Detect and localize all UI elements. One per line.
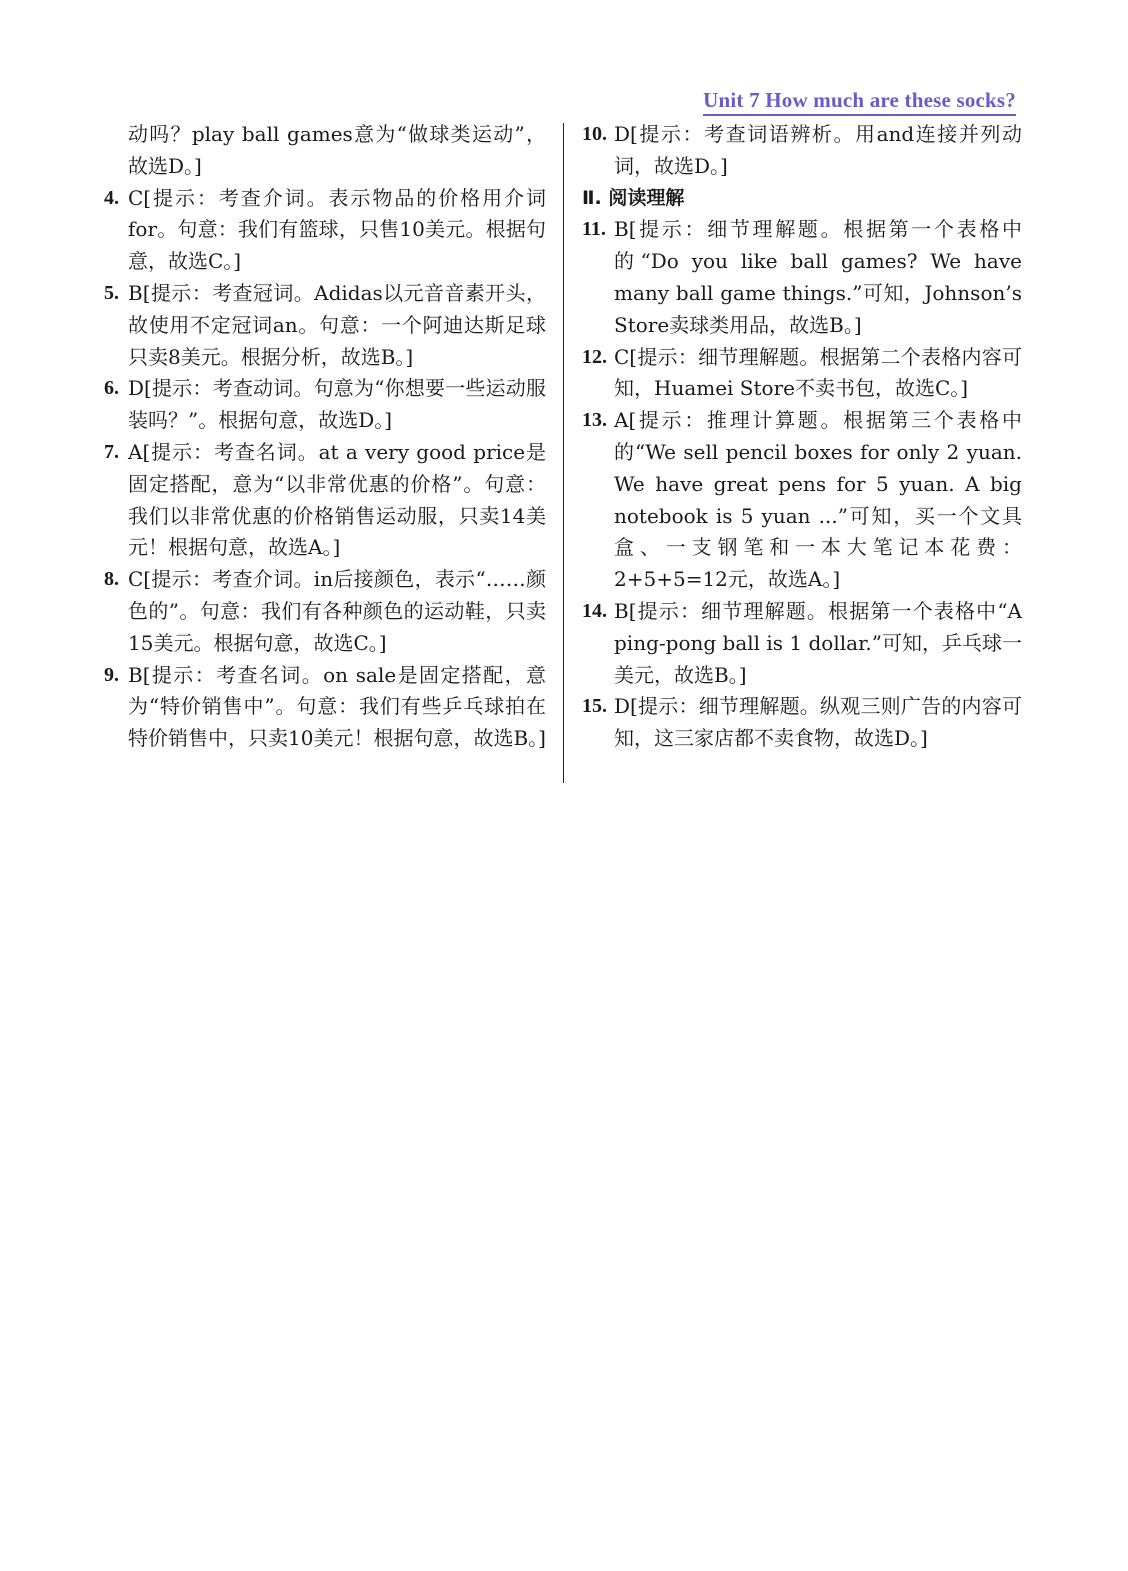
answer-item-6 <box>104 373 546 437</box>
answer-item-5 <box>104 278 546 373</box>
answer-text: A[提示：考查名词。at a very good price是固定搭配，意为“以非常优惠的价格”。句意：我们以非常优惠的价格销售运动服，只卖14美元！根据句意，故选A。] <box>128 439 546 560</box>
answer-text: C[提示：细节理解题。根据第二个表格内容可知，Huamei Store不卖书包，故选C。] <box>614 344 1022 401</box>
answer-number: 11. <box>582 218 606 241</box>
answer-text: B[提示：考查名词。on sale是固定搭配，意为“特价销售中”。句意：我们有些乒乓球拍在特价销售中，只卖10美元！根据句意，故选B。] <box>128 662 546 751</box>
answer-text: B[提示：细节理解题。根据第一个表格中的“Do you like ball games? We have many ball game things.”可知，Johnson’s Store卖球类用品，故选B。] <box>614 217 1022 337</box>
answer-text: D[提示：考查词语辨析。用and连接并列动词，故选D。] <box>614 122 1022 178</box>
answer-item-7 <box>104 437 546 564</box>
section-heading-reading: Ⅱ. 阅读理解 <box>582 186 685 209</box>
answer-number: 13. <box>582 409 607 432</box>
answer-text: B[提示：考查冠词。Adidas以元音音素开头，故使用不定冠词an。句意：一个阿迪达斯足球只卖8美元。根据分析，故选B。] <box>128 280 546 369</box>
answer-number: 15. <box>582 695 607 718</box>
answer-number: 14. <box>582 599 607 622</box>
answer-item-15 <box>582 691 1022 755</box>
answer-number: 6. <box>104 377 119 400</box>
right-column <box>582 119 1022 755</box>
answer-text: A[提示：推理计算题。根据第三个表格中的“We sell pencil boxes for only 2 yuan. We have great pens for 5 yuan. A big notebook is 5 yuan ...”可知，买一个文具盒、一支钢笔和一本大笔记本花费：2+5+5=12元，故选A。] <box>614 408 1022 592</box>
answer-item-9 <box>104 660 546 755</box>
answer-text: C[提示：考查介词。in后接颜色，表示“……颜色的”。句意：我们有各种颜色的运动鞋，只卖15美元。根据句意，故选C。] <box>128 567 546 655</box>
answer-text: D[提示：细节理解题。纵观三则广告的内容可知，这三家店都不卖食物，故选D。] <box>614 694 1022 751</box>
answer-number: 10. <box>582 123 607 145</box>
answer-number: 12. <box>582 345 607 368</box>
answer-number: 8. <box>104 568 119 591</box>
answer-item-8 <box>104 564 546 659</box>
answer-text: B[提示：细节理解题。根据第一个表格中“A ping-pong ball is 1 dollar.”可知，乒乓球一美元，故选B。] <box>614 598 1023 687</box>
answer-item-12 <box>582 342 1022 406</box>
answer-item-10 <box>582 119 1022 183</box>
answer-number: 9. <box>104 663 119 686</box>
answer-number: 7. <box>104 440 119 463</box>
answer-item-13 <box>582 405 1022 596</box>
answer-text: D[提示：考查动词。句意为“你想要一些运动服装吗？”。根据句意，故选D。] <box>128 376 546 433</box>
answer-text: C[提示：考查介词。表示物品的价格用介词for。句意：我们有篮球，只售10美元。根据句意，故选C。] <box>128 185 546 274</box>
answer-number: 5. <box>104 281 119 304</box>
answer-item-11 <box>582 214 1022 341</box>
unit-header: Unit 7 How much are these socks? <box>703 88 1016 116</box>
answer-number: 4. <box>104 186 119 209</box>
continued-answer-text: 动吗？play ball games意为“做球类运动”，故选D。] <box>128 122 546 178</box>
column-divider <box>563 123 564 783</box>
answer-item-4 <box>104 183 546 278</box>
answer-item-14 <box>582 596 1022 691</box>
left-column <box>104 119 546 755</box>
